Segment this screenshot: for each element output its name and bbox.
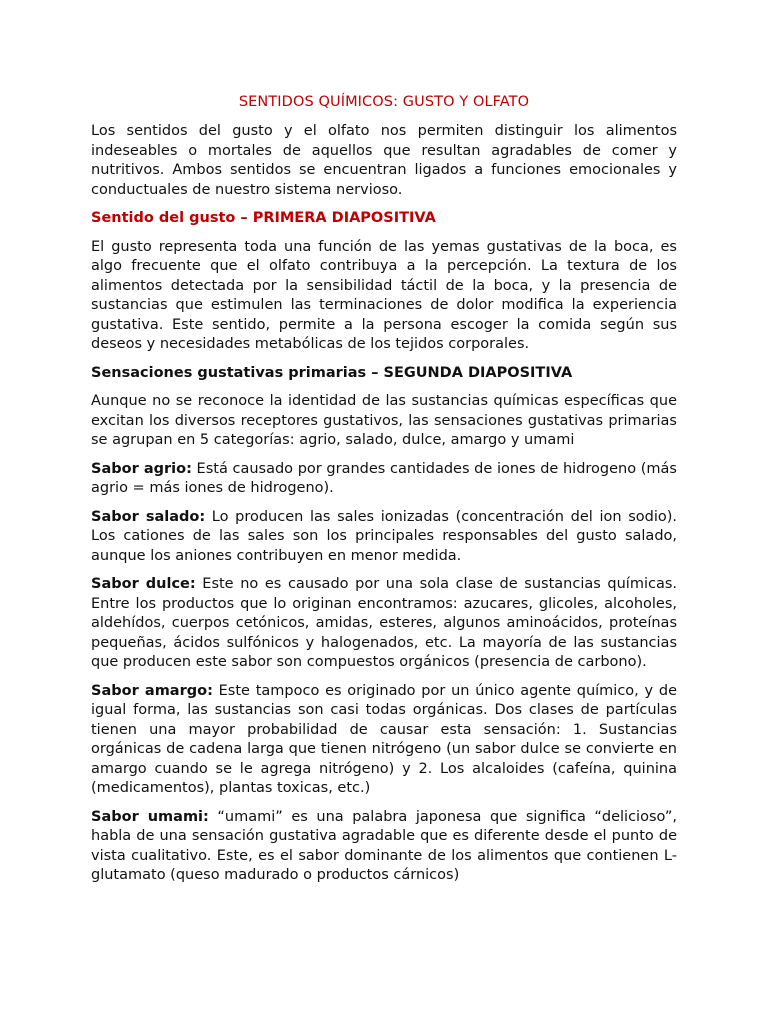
sabor-umami-paragraph xyxy=(91,808,677,886)
sabor-agrio-paragraph xyxy=(91,460,677,499)
intro-paragraph: Los sentidos del gusto y el olfato nos permiten distinguir los alimentos indeseables o mortales de aquellos que resultan agradables de comer y nutritivos. Ambos sentidos se encuentran ligados a funciones emocionales y conductuales de nuestro sistema nervioso. xyxy=(91,123,677,198)
sabor-dulce-text: Este no es causado por una sola clase de sustancias químicas. Entre los productos que lo originan encontramos: azucares, glicoles, alcoholes, aldehídos, cuerpos cetónicos, amidas, esteres, algunos aminoácidos, proteínas pequeñas, ácidos sulfónicos y halogenados, etc. La mayoría de las sustancias que producen este sabor son compuestos orgánicos (presencia de carbono). xyxy=(91,576,677,670)
sabor-umami-term: Sabor umami: xyxy=(91,808,209,825)
sabor-salado-paragraph xyxy=(91,508,677,567)
sabor-salado-term: Sabor salado: xyxy=(91,508,206,525)
section-heading-sensaciones: Sensaciones gustativas primarias – SEGUNDA DIAPOSITIVA xyxy=(91,364,573,381)
sabor-amargo-text: Este tampoco es originado por un único agente químico, y de igual forma, las sustancias son casi todas orgánicas. Dos clases de partículas tienen una mayor probabilidad de causar esta sensación: 1. Sustancias orgánicas de cadena larga que tienen nitrógeno (un sabor dulce se convierte en amargo cuando se le agrega nitrógeno) y 2. Los alcaloides (cafeína, quinina (medicamentos), plantas toxicas, etc.) xyxy=(91,682,677,796)
section-heading-gusto: Sentido del gusto – PRIMERA DIAPOSITIVA xyxy=(91,210,436,226)
section-body-gusto: El gusto representa toda una función de las yemas gustativas de la boca, es algo frecuente que el olfato contribuya a la percepción. La textura de los alimentos detectada por la sensibilidad táctil de la boca, y la presencia de sustancias que estimulen las terminaciones de dolor modifica la experiencia gustativa. Este sentido, permite a la persona escoger la comida según sus deseos y necesidades metabólicas de los tejidos corporales. xyxy=(91,238,677,352)
sabor-umami-text: “umami” es una palabra japonesa que significa “delicioso”, habla de una sensación gustativa agradable que es diferente desde el punto de vista cualitativo. Este, es el sabor dominante de los alimentos que contienen L-glutamato (queso madurado o productos cárnicos) xyxy=(91,808,677,883)
sabor-dulce-paragraph xyxy=(91,575,677,673)
section-body-sensaciones: Aunque no se reconoce la identidad de las sustancias químicas específicas que excitan los diversos receptores gustativos, las sensaciones gustativas primarias se agrupan en 5 categorías: agrio, salado, dulce, amargo y umami xyxy=(91,393,677,448)
sabor-agrio-text: Está causado por grandes cantidades de iones de hidrogeno (más agrio = más iones de hidrogeno). xyxy=(91,460,677,496)
sabor-amargo-paragraph xyxy=(91,682,677,799)
sabor-agrio-term: Sabor agrio: xyxy=(91,460,192,477)
sabor-amargo-term: Sabor amargo: xyxy=(91,682,213,699)
document-title: SENTIDOS QUÍMICOS: GUSTO Y OLFATO xyxy=(238,94,530,110)
sabor-dulce-term: Sabor dulce: xyxy=(91,576,196,592)
sabor-salado-text: Lo producen las sales ionizadas (concentración del ion sodio). Los cationes de las sales son los principales responsables del gusto salado, aunque los aniones contribuyen en menor medida. xyxy=(91,508,677,564)
document-page xyxy=(91,92,677,895)
